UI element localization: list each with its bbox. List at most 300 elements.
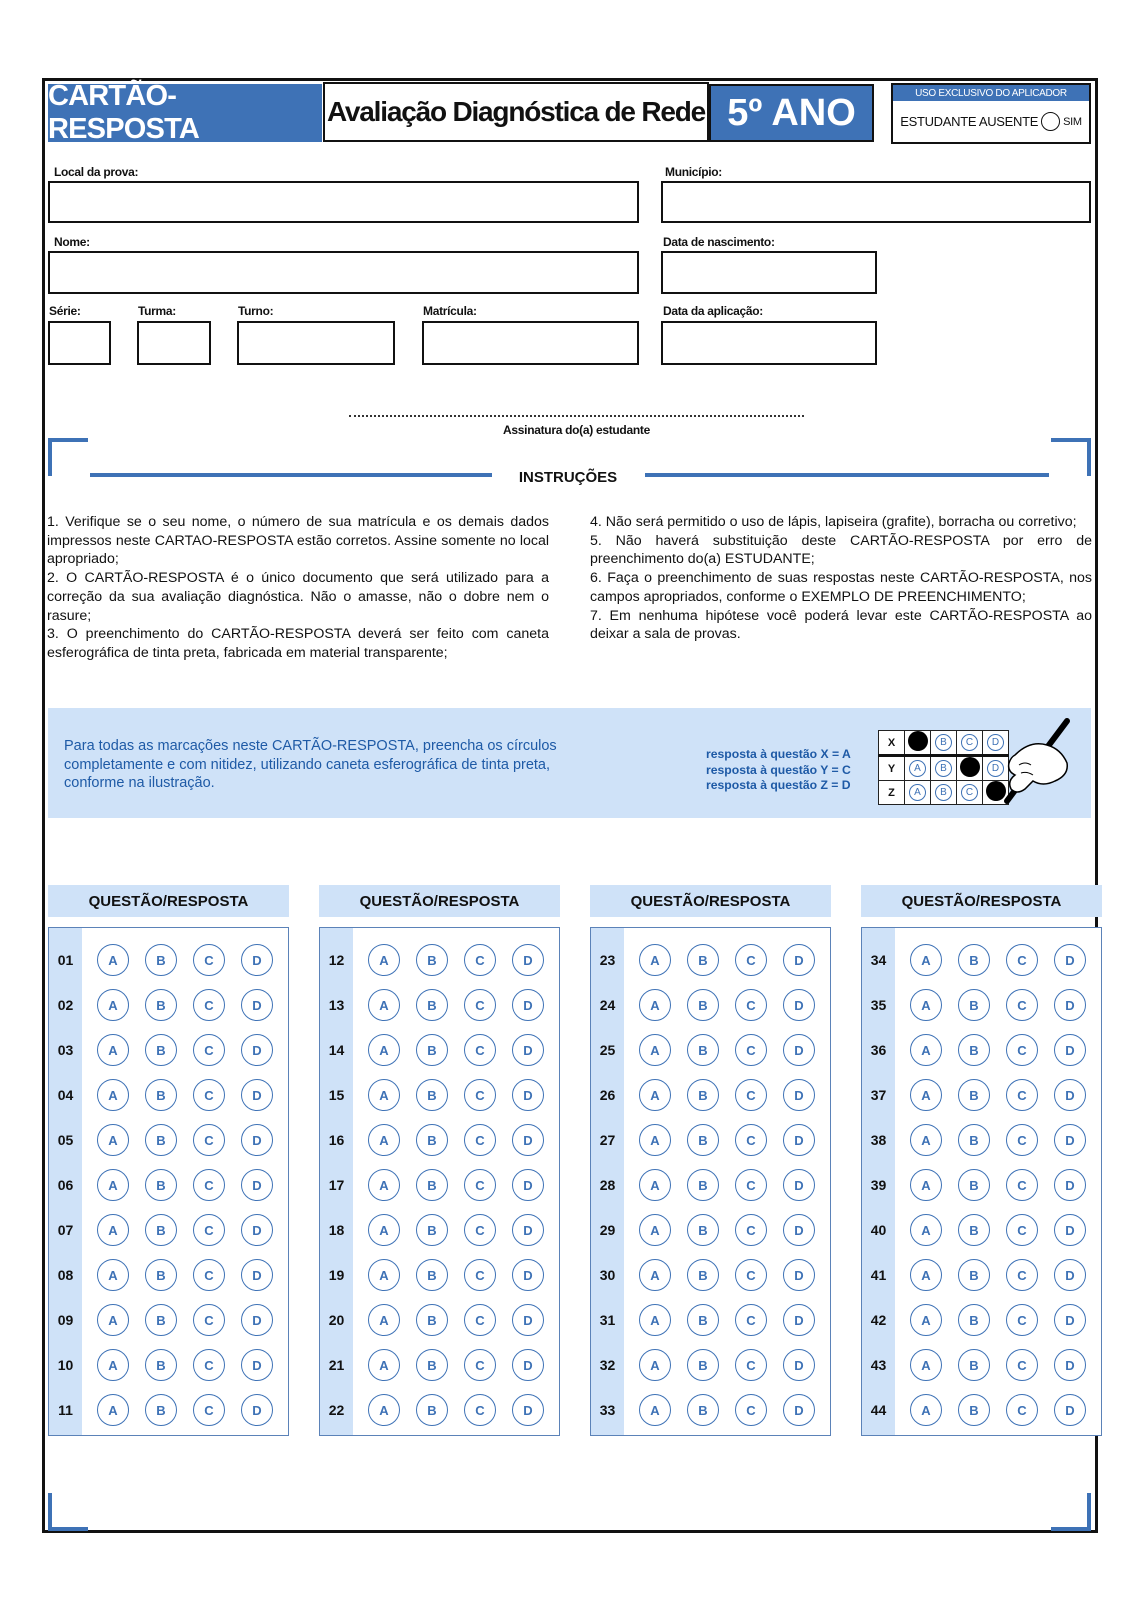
- answer-bubble-a[interactable]: A: [910, 1349, 942, 1381]
- question-number: 26: [599, 1087, 616, 1103]
- answer-bubble-c[interactable]: C: [1006, 944, 1038, 976]
- answer-bubble-b[interactable]: B: [687, 1259, 719, 1291]
- answer-bubble-d[interactable]: D: [241, 1034, 273, 1066]
- answer-bubble-b[interactable]: B: [958, 1169, 990, 1201]
- question-number: 03: [57, 1042, 74, 1058]
- answer-bubble-a[interactable]: A: [639, 1079, 671, 1111]
- column-header: QUESTÃO/RESPOSTA: [319, 885, 560, 917]
- answer-bubble-b[interactable]: B: [416, 1214, 448, 1246]
- answer-bubble-d[interactable]: D: [1054, 1169, 1086, 1201]
- question-number: 31: [599, 1312, 616, 1328]
- answer-bubble-b[interactable]: B: [416, 1124, 448, 1156]
- answer-bubble-a[interactable]: A: [97, 1349, 129, 1381]
- answer-bubble-d[interactable]: D: [783, 1079, 815, 1111]
- answer-bubble-b[interactable]: B: [958, 1394, 990, 1426]
- answer-bubble-d[interactable]: D: [1054, 1124, 1086, 1156]
- question-number: 37: [870, 1087, 887, 1103]
- answer-bubble-c[interactable]: C: [193, 1169, 225, 1201]
- answer-bubble-b[interactable]: B: [687, 1349, 719, 1381]
- question-row: [49, 1073, 288, 1117]
- page-title-text: Avaliação Diagnóstica de Rede: [326, 96, 706, 127]
- answer-bubble-c[interactable]: C: [1006, 1124, 1038, 1156]
- answer-bubble-a[interactable]: A: [368, 1349, 400, 1381]
- answer-bubble-d[interactable]: D: [512, 944, 544, 976]
- question-number: 24: [599, 997, 616, 1013]
- column-header: QUESTÃO/RESPOSTA: [590, 885, 831, 917]
- answer-bubble-c[interactable]: C: [193, 1304, 225, 1336]
- column-header: QUESTÃO/RESPOSTA: [861, 885, 1102, 917]
- answer-bubble-b[interactable]: B: [145, 1169, 177, 1201]
- answer-bubble-d[interactable]: D: [783, 1214, 815, 1246]
- answer-bubble-b[interactable]: B: [687, 1079, 719, 1111]
- answer-bubble-a[interactable]: A: [97, 1214, 129, 1246]
- question-row: [320, 1073, 559, 1117]
- answer-bubble-a[interactable]: A: [639, 989, 671, 1021]
- question-number: 04: [57, 1087, 74, 1103]
- example-line: resposta à questão Y = C: [706, 762, 851, 777]
- answer-bubble-d[interactable]: D: [783, 1259, 815, 1291]
- answer-bubble-b[interactable]: B: [145, 1304, 177, 1336]
- answer-bubble-c[interactable]: C: [193, 989, 225, 1021]
- question-row: [862, 1253, 1101, 1297]
- answer-bubble-a[interactable]: A: [910, 1214, 942, 1246]
- answer-bubble-a[interactable]: A: [910, 1394, 942, 1426]
- answer-column: [319, 927, 560, 1436]
- question-number: 23: [599, 952, 616, 968]
- turma-label: Turma:: [138, 304, 176, 318]
- answer-bubble-b[interactable]: B: [687, 1034, 719, 1066]
- answer-bubble-b[interactable]: B: [145, 1349, 177, 1381]
- answer-bubble-c[interactable]: C: [1006, 1259, 1038, 1291]
- answer-bubble-c[interactable]: C: [464, 1169, 496, 1201]
- answer-bubble-a[interactable]: A: [97, 1169, 129, 1201]
- answer-bubble-b[interactable]: B: [958, 989, 990, 1021]
- answer-bubble-c[interactable]: C: [193, 1079, 225, 1111]
- question-number: 32: [599, 1357, 616, 1373]
- data-aplicacao-label: Data da aplicação:: [663, 304, 763, 318]
- answer-bubble-d[interactable]: D: [241, 1349, 273, 1381]
- info-band-text: Para todas as marcações neste CARTÃO-RESPOSTA, preencha os círculos completamente e com nitidez, utilizando caneta esferográfica de tinta preta, conforme na ilustração.: [64, 738, 557, 791]
- question-row: [591, 983, 830, 1027]
- answer-bubble-a[interactable]: A: [368, 1304, 400, 1336]
- grade-badge: [709, 84, 874, 142]
- question-row: [591, 1343, 830, 1387]
- answer-bubble-c[interactable]: C: [464, 1079, 496, 1111]
- bubble-c-icon: C: [961, 784, 978, 801]
- serie-label: Série:: [49, 304, 81, 318]
- answer-bubble-c[interactable]: C: [1006, 1034, 1038, 1066]
- data-nascimento-field[interactable]: [661, 251, 877, 294]
- answer-bubble-a[interactable]: A: [910, 1259, 942, 1291]
- corner-mark-bottom-left: [48, 1493, 88, 1531]
- answer-bubble-d[interactable]: D: [512, 1259, 544, 1291]
- answer-bubble-a[interactable]: A: [97, 1079, 129, 1111]
- answer-bubble-b[interactable]: B: [958, 944, 990, 976]
- instruction-item: 4. Não será permitido o uso de lápis, lapiseira (grafite), borracha ou corretivo;: [590, 514, 1077, 530]
- answer-bubble-b[interactable]: B: [958, 1079, 990, 1111]
- answer-bubble-c[interactable]: C: [464, 1214, 496, 1246]
- answer-bubble-d[interactable]: D: [783, 1124, 815, 1156]
- question-row: [862, 1163, 1101, 1207]
- question-row: [862, 1118, 1101, 1162]
- nome-field[interactable]: [48, 251, 639, 294]
- answer-bubble-c[interactable]: C: [1006, 1394, 1038, 1426]
- question-row: [862, 938, 1101, 982]
- bubble-b-icon: B: [935, 734, 952, 751]
- answer-bubble-a[interactable]: A: [368, 944, 400, 976]
- answer-bubble-d[interactable]: D: [241, 1394, 273, 1426]
- answer-bubble-c[interactable]: C: [193, 1214, 225, 1246]
- answer-bubble-b[interactable]: B: [145, 944, 177, 976]
- answer-bubble-c[interactable]: C: [1006, 1079, 1038, 1111]
- question-row: [320, 1118, 559, 1162]
- question-row: [591, 1388, 830, 1432]
- question-row: [862, 1388, 1101, 1432]
- answer-bubble-d[interactable]: D: [1054, 1079, 1086, 1111]
- question-row: [320, 938, 559, 982]
- answer-bubble-a[interactable]: A: [639, 1214, 671, 1246]
- answer-bubble-d[interactable]: D: [512, 1304, 544, 1336]
- answer-bubble-c[interactable]: C: [735, 1079, 767, 1111]
- question-number: 12: [328, 952, 345, 968]
- answer-bubble-b[interactable]: B: [416, 1394, 448, 1426]
- instruction-item: 1. Verifique se o seu nome, o número de sua matrícula e os demais dados impressos neste CARTAO-RESPOSTA estão corretos. Assine somente no local apropriado;: [47, 514, 549, 568]
- question-row: [862, 1073, 1101, 1117]
- question-number: 35: [870, 997, 887, 1013]
- question-number: 34: [870, 952, 887, 968]
- answer-bubble-d[interactable]: D: [1054, 944, 1086, 976]
- answer-bubble-a[interactable]: A: [97, 989, 129, 1021]
- answer-bubble-d[interactable]: D: [1054, 1394, 1086, 1426]
- answer-bubble-a[interactable]: A: [639, 1304, 671, 1336]
- answer-bubble-c[interactable]: C: [193, 1394, 225, 1426]
- answer-bubble-d[interactable]: D: [512, 989, 544, 1021]
- answer-bubble-b[interactable]: B: [958, 1124, 990, 1156]
- answer-bubble-b[interactable]: B: [145, 1124, 177, 1156]
- answer-bubble-a[interactable]: A: [910, 944, 942, 976]
- question-number: 28: [599, 1177, 616, 1193]
- answer-bubble-d[interactable]: D: [783, 1394, 815, 1426]
- example-row-label: X: [879, 731, 905, 756]
- answer-bubble-c[interactable]: C: [464, 1349, 496, 1381]
- answer-bubble-c[interactable]: C: [193, 1349, 225, 1381]
- answer-bubble-c[interactable]: C: [464, 944, 496, 976]
- answer-bubble-c[interactable]: C: [193, 1259, 225, 1291]
- answer-bubble-d[interactable]: D: [512, 1034, 544, 1066]
- answer-bubble-b[interactable]: B: [145, 1079, 177, 1111]
- signature-line[interactable]: [349, 415, 804, 417]
- answer-bubble-b[interactable]: B: [145, 989, 177, 1021]
- answer-bubble-c[interactable]: C: [464, 1259, 496, 1291]
- answer-bubble-a[interactable]: A: [97, 1034, 129, 1066]
- answer-bubble-b[interactable]: B: [416, 1349, 448, 1381]
- question-row: [591, 938, 830, 982]
- question-row: [320, 1343, 559, 1387]
- answer-bubble-a[interactable]: A: [910, 1079, 942, 1111]
- answer-bubble-d[interactable]: D: [241, 1304, 273, 1336]
- bubble-c-icon: C: [961, 734, 978, 751]
- column-header: QUESTÃO/RESPOSTA: [48, 885, 289, 917]
- municipio-label: Município:: [665, 165, 722, 179]
- answer-bubble-d[interactable]: D: [783, 1349, 815, 1381]
- answer-bubble-a[interactable]: A: [639, 1034, 671, 1066]
- question-row: [591, 1298, 830, 1342]
- answer-bubble-a[interactable]: A: [910, 1124, 942, 1156]
- answer-bubble-c[interactable]: C: [1006, 989, 1038, 1021]
- example-line: resposta à questão Z = D: [706, 778, 851, 792]
- answer-bubble-d[interactable]: D: [783, 1169, 815, 1201]
- question-row: [49, 1343, 288, 1387]
- answer-bubble-a[interactable]: A: [97, 1304, 129, 1336]
- answer-bubble-d[interactable]: D: [512, 1124, 544, 1156]
- matricula-label: Matrícula:: [423, 304, 477, 318]
- instructions-right-column: [590, 513, 1092, 644]
- question-number: 06: [57, 1177, 74, 1193]
- answer-bubble-a[interactable]: A: [910, 1034, 942, 1066]
- answer-bubble-a[interactable]: A: [639, 1259, 671, 1291]
- answer-bubble-b[interactable]: B: [416, 1169, 448, 1201]
- answer-bubble-d[interactable]: D: [1054, 1304, 1086, 1336]
- answer-bubble-c[interactable]: C: [193, 1124, 225, 1156]
- answer-bubble-a[interactable]: A: [910, 989, 942, 1021]
- answer-column: [48, 927, 289, 1436]
- signature-label: Assinatura do(a) estudante: [503, 423, 650, 437]
- question-number: 36: [870, 1042, 887, 1058]
- question-number: 14: [328, 1042, 345, 1058]
- question-number: 38: [870, 1132, 887, 1148]
- absent-option-label: SIM: [1063, 115, 1082, 128]
- bubble-b-icon: B: [935, 760, 952, 777]
- answer-bubble-c[interactable]: C: [735, 1214, 767, 1246]
- answer-bubble-d[interactable]: D: [1054, 1034, 1086, 1066]
- answer-bubble-d[interactable]: D: [241, 1259, 273, 1291]
- answer-bubble-d[interactable]: D: [512, 1079, 544, 1111]
- answer-bubble-d[interactable]: D: [241, 1214, 273, 1246]
- question-number: 41: [870, 1267, 887, 1283]
- answer-bubble-d[interactable]: D: [241, 989, 273, 1021]
- answer-bubble-b[interactable]: B: [416, 1259, 448, 1291]
- page-title: [323, 82, 709, 142]
- answer-bubble-b[interactable]: B: [145, 1259, 177, 1291]
- answer-bubble-c[interactable]: C: [735, 1034, 767, 1066]
- answer-bubble-a[interactable]: A: [910, 1169, 942, 1201]
- question-row: [862, 983, 1101, 1027]
- question-number: 40: [870, 1222, 887, 1238]
- matricula-field[interactable]: [422, 321, 639, 365]
- answer-bubble-d[interactable]: D: [783, 1304, 815, 1336]
- answer-bubble-b[interactable]: B: [416, 989, 448, 1021]
- answer-bubble-b[interactable]: B: [958, 1214, 990, 1246]
- instructions-rule-right: [645, 473, 1049, 477]
- answer-bubble-b[interactable]: B: [958, 1304, 990, 1336]
- data-aplicacao-field[interactable]: [661, 321, 877, 365]
- data-nascimento-label: Data de nascimento:: [663, 235, 775, 249]
- answer-bubble-c[interactable]: C: [193, 1034, 225, 1066]
- answer-bubble-a[interactable]: A: [639, 1169, 671, 1201]
- answer-bubble-a[interactable]: A: [368, 1169, 400, 1201]
- answer-bubble-a[interactable]: A: [368, 989, 400, 1021]
- answer-bubble-d[interactable]: D: [241, 1079, 273, 1111]
- question-row: [320, 1208, 559, 1252]
- question-number: 16: [328, 1132, 345, 1148]
- question-number: 15: [328, 1087, 345, 1103]
- answer-bubble-b[interactable]: B: [416, 1079, 448, 1111]
- answer-bubble-b[interactable]: B: [687, 1124, 719, 1156]
- filled-bubble-icon: [908, 731, 928, 751]
- instruction-item: 5. Não haverá substituição deste CARTÃO-RESPOSTA por erro de preenchimento do(a) ESTUDANTE;: [590, 532, 1092, 568]
- question-row: [862, 1028, 1101, 1072]
- answer-bubble-c[interactable]: C: [193, 944, 225, 976]
- answer-bubble-c[interactable]: C: [735, 1259, 767, 1291]
- answer-bubble-b[interactable]: B: [416, 944, 448, 976]
- answer-bubble-d[interactable]: D: [783, 944, 815, 976]
- question-number: 01: [57, 952, 74, 968]
- answer-bubble-b[interactable]: B: [958, 1349, 990, 1381]
- card-label: [48, 80, 322, 145]
- question-number: 11: [58, 1402, 73, 1418]
- question-row: [591, 1253, 830, 1297]
- answer-bubble-a[interactable]: A: [639, 1349, 671, 1381]
- answer-bubble-d[interactable]: D: [1054, 1214, 1086, 1246]
- absent-bubble[interactable]: [1041, 112, 1060, 131]
- answer-bubble-d[interactable]: D: [241, 1124, 273, 1156]
- answer-bubble-d[interactable]: D: [512, 1349, 544, 1381]
- answer-bubble-b[interactable]: B: [416, 1304, 448, 1336]
- answer-bubble-c[interactable]: C: [464, 1304, 496, 1336]
- answer-bubble-b[interactable]: B: [958, 1034, 990, 1066]
- answer-bubble-d[interactable]: D: [1054, 1349, 1086, 1381]
- answer-bubble-c[interactable]: C: [735, 1394, 767, 1426]
- answer-bubble-d[interactable]: D: [783, 989, 815, 1021]
- answer-bubble-c[interactable]: C: [1006, 1349, 1038, 1381]
- turno-field[interactable]: [237, 321, 395, 365]
- question-number: 09: [57, 1312, 74, 1328]
- question-number: 39: [870, 1177, 887, 1193]
- question-row: [49, 938, 288, 982]
- answer-bubble-b[interactable]: B: [145, 1394, 177, 1426]
- question-number: 10: [57, 1357, 74, 1373]
- grade-text: 5º ANO: [727, 91, 856, 134]
- answer-bubble-a[interactable]: A: [368, 1214, 400, 1246]
- answer-bubble-a[interactable]: A: [368, 1034, 400, 1066]
- example-row-label: Y: [879, 756, 905, 781]
- question-row: [320, 983, 559, 1027]
- question-row: [591, 1163, 830, 1207]
- answer-bubble-c[interactable]: C: [735, 1349, 767, 1381]
- corner-mark-top-left: [48, 438, 88, 476]
- answer-bubble-a[interactable]: A: [368, 1259, 400, 1291]
- answer-bubble-c[interactable]: C: [464, 989, 496, 1021]
- card-label-text: CARTÃO-RESPOSTA: [48, 80, 199, 145]
- answer-bubble-b[interactable]: B: [145, 1214, 177, 1246]
- bubble-b-icon: B: [935, 784, 952, 801]
- question-row: [49, 1163, 288, 1207]
- answer-bubble-b[interactable]: B: [687, 989, 719, 1021]
- answer-bubble-a[interactable]: A: [97, 1124, 129, 1156]
- question-number: 17: [328, 1177, 345, 1193]
- answer-bubble-a[interactable]: A: [910, 1304, 942, 1336]
- instructions-title: INSTRUÇÕES: [518, 469, 618, 486]
- answer-bubble-a[interactable]: A: [97, 944, 129, 976]
- question-number: 27: [599, 1132, 616, 1148]
- question-number: 07: [57, 1222, 74, 1238]
- answer-bubble-c[interactable]: C: [735, 1169, 767, 1201]
- question-row: [49, 1118, 288, 1162]
- answer-bubble-b[interactable]: B: [958, 1259, 990, 1291]
- question-row: [862, 1343, 1101, 1387]
- bubble-a-icon: A: [909, 760, 926, 777]
- question-number: 18: [328, 1222, 345, 1238]
- answer-bubble-c[interactable]: C: [735, 1304, 767, 1336]
- question-row: [591, 1028, 830, 1072]
- answer-bubble-c[interactable]: C: [735, 944, 767, 976]
- answer-bubble-a[interactable]: A: [368, 1124, 400, 1156]
- answer-bubble-d[interactable]: D: [512, 1394, 544, 1426]
- question-row: [320, 1163, 559, 1207]
- question-number: 29: [599, 1222, 616, 1238]
- answer-bubble-a[interactable]: A: [368, 1394, 400, 1426]
- answer-bubble-b[interactable]: B: [687, 1304, 719, 1336]
- answer-bubble-d[interactable]: D: [1054, 989, 1086, 1021]
- answer-bubble-b[interactable]: B: [687, 1169, 719, 1201]
- answer-bubble-c[interactable]: C: [1006, 1304, 1038, 1336]
- answer-bubble-c[interactable]: C: [464, 1034, 496, 1066]
- answer-column: [590, 927, 831, 1436]
- answer-bubble-a[interactable]: A: [97, 1259, 129, 1291]
- question-row: [49, 1208, 288, 1252]
- turma-field[interactable]: [137, 321, 211, 365]
- question-row: [320, 1253, 559, 1297]
- answer-bubble-c[interactable]: C: [1006, 1214, 1038, 1246]
- local-prova-field[interactable]: [48, 181, 639, 223]
- answer-bubble-a[interactable]: A: [639, 944, 671, 976]
- answer-bubble-c[interactable]: C: [735, 989, 767, 1021]
- bubble-a-icon: A: [909, 784, 926, 801]
- answer-bubble-d[interactable]: D: [512, 1169, 544, 1201]
- answer-bubble-b[interactable]: B: [687, 944, 719, 976]
- answer-bubble-c[interactable]: C: [1006, 1169, 1038, 1201]
- question-number: 42: [870, 1312, 887, 1328]
- instruction-item: 6. Faça o preenchimento de suas respostas neste CARTÃO-RESPOSTA, nos campos apropriados, conforme o EXEMPLO DE PREENCHIMENTO;: [590, 570, 1092, 605]
- answer-bubble-a[interactable]: A: [97, 1394, 129, 1426]
- answer-bubble-d[interactable]: D: [783, 1034, 815, 1066]
- answer-bubble-c[interactable]: C: [464, 1124, 496, 1156]
- answer-bubble-d[interactable]: D: [512, 1214, 544, 1246]
- corner-mark-top-right: [1051, 438, 1091, 476]
- serie-field[interactable]: [48, 321, 111, 365]
- answer-bubble-b[interactable]: B: [687, 1214, 719, 1246]
- question-row: [862, 1298, 1101, 1342]
- question-row: [320, 1028, 559, 1072]
- instructions-rule-left: [90, 473, 492, 477]
- municipio-field[interactable]: [661, 181, 1091, 223]
- question-row: [591, 1118, 830, 1162]
- answer-bubble-a[interactable]: A: [639, 1394, 671, 1426]
- answer-bubble-a[interactable]: A: [368, 1079, 400, 1111]
- answer-bubble-b[interactable]: B: [145, 1034, 177, 1066]
- answer-bubble-c[interactable]: C: [464, 1394, 496, 1426]
- applicator-heading: USO EXCLUSIVO DO APLICADOR: [893, 85, 1089, 101]
- answer-bubble-d[interactable]: D: [241, 944, 273, 976]
- answer-bubble-a[interactable]: A: [639, 1124, 671, 1156]
- answer-bubble-d[interactable]: D: [241, 1169, 273, 1201]
- answer-bubble-b[interactable]: B: [687, 1394, 719, 1426]
- answer-bubble-d[interactable]: D: [1054, 1259, 1086, 1291]
- bubble-d-icon: D: [987, 734, 1004, 751]
- answer-bubble-b[interactable]: B: [416, 1034, 448, 1066]
- answer-bubble-c[interactable]: C: [735, 1124, 767, 1156]
- question-row: [49, 1298, 288, 1342]
